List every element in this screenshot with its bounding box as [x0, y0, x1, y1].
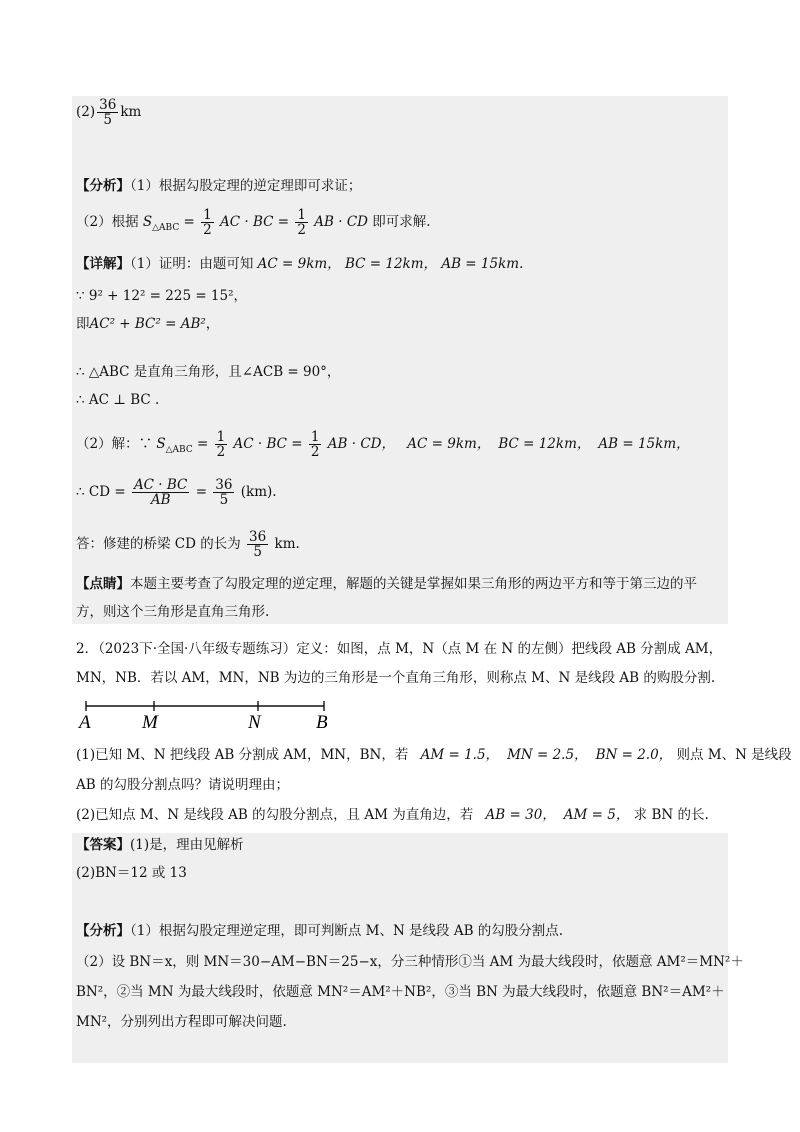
detail-1: 【详解】（1）证明：由题可知 AC = 9km， BC = 12km， AB = 15km. [76, 256, 524, 272]
label-n: N [248, 712, 261, 733]
question-2-sub1-line-2: AB 的勾股分割点吗？请说明理由； [76, 777, 289, 793]
question-2-line-1: 2．（2023下·全国·八年级专题练习）定义：如图，点 M，N（点 M 在 N 的左侧）把线段 AB 分割成 AM， [76, 641, 723, 657]
analysis-2-line-2: （2）设 BN＝x，则 MN＝30−AM−BN＝25−x，分三种情形①当 AM 为最大线段时，依题意 AM²＝MN²＋ [76, 954, 744, 970]
analysis-2: （2）根据 $S_{\triangle ABC}$ = $\frac{1}{2}$ AC · BC = $\frac{1}{2}$ AB · CD 即可求解. [76, 207, 431, 239]
part2-answer: (2) $\frac{36}{5}$ km [76, 97, 142, 129]
analysis-2-line-1: 【分析】（1）根据勾股定理逆定理，即可判断点 M、N 是线段 AB 的勾股分割点. [76, 923, 564, 939]
answer-2-line-1: 【答案】(1)是，理由见解析 [76, 837, 244, 853]
detail-4: ∴ △ABC 是直角三角形，且∠ACB = 90°， [76, 364, 341, 380]
segment-diagram [76, 700, 356, 734]
detail-6: （2）解：∵ $S_{\triangle ABC}$ = $\frac{1}{2}$ AC · BC = $\frac{1}{2}$ AB · CD， AC = 9km， BC = 12km， AB = 15km， [76, 429, 690, 461]
detail-3: 即AC² + BC² = AB²， [76, 316, 220, 332]
detail-8: 答：修建的桥梁 CD 的长为 $\frac{36}{5}$ km. [76, 529, 300, 561]
comment-line-2: 方，则这个三角形是直角三角形. [76, 604, 270, 620]
question-2-sub1-line-1: (1)已知 M、N 把线段 AB 分割成 AM，MN，BN，若 AM = 1.5， MN = 2.5， BN = 2.0， 则点 M、N 是线段 [76, 747, 792, 763]
label-b: B [316, 712, 328, 733]
comment-line-1: 【点睛】本题主要考查了勾股定理的逆定理，解题的关键是掌握如果三角形的两边平方和等于第三边的平 [76, 576, 697, 592]
analysis-1: 【分析】（1）根据勾股定理的逆定理即可求证； [76, 178, 362, 194]
detail-2: ∵ 9² + 12² = 225 = 15²， [76, 288, 248, 304]
label-a: A [79, 712, 91, 733]
question-2-sub2: (2)已知点 M、N 是线段 AB 的勾股分割点，且 AM 为直角边，若 AB = 30， AM = 5， 求 BN 的长. [76, 807, 709, 823]
detail-5: ∴ AC ⊥ BC . [76, 392, 160, 408]
question-2-line-2: MN，NB．若以 AM，MN，NB 为边的三角形是一个直角三角形，则称点 M、N 是线段 AB 的购股分割. [76, 670, 716, 686]
detail-7: ∴ CD = $\frac{AC \cdot BC}{AB}$ = $\frac{36}{5}$ (km). [76, 477, 277, 509]
label-m: M [142, 712, 158, 733]
analysis-2-line-4: MN²，分别列出方程即可解决问题. [76, 1014, 287, 1030]
answer-2-line-2: (2)BN＝12 或 13 [76, 865, 187, 881]
analysis-2-line-3: BN²，②当 MN 为最大线段时，依题意 MN²＝AM²＋NB²，③当 BN 为最大线段时，依题意 BN²＝AM²＋ [76, 984, 725, 1000]
